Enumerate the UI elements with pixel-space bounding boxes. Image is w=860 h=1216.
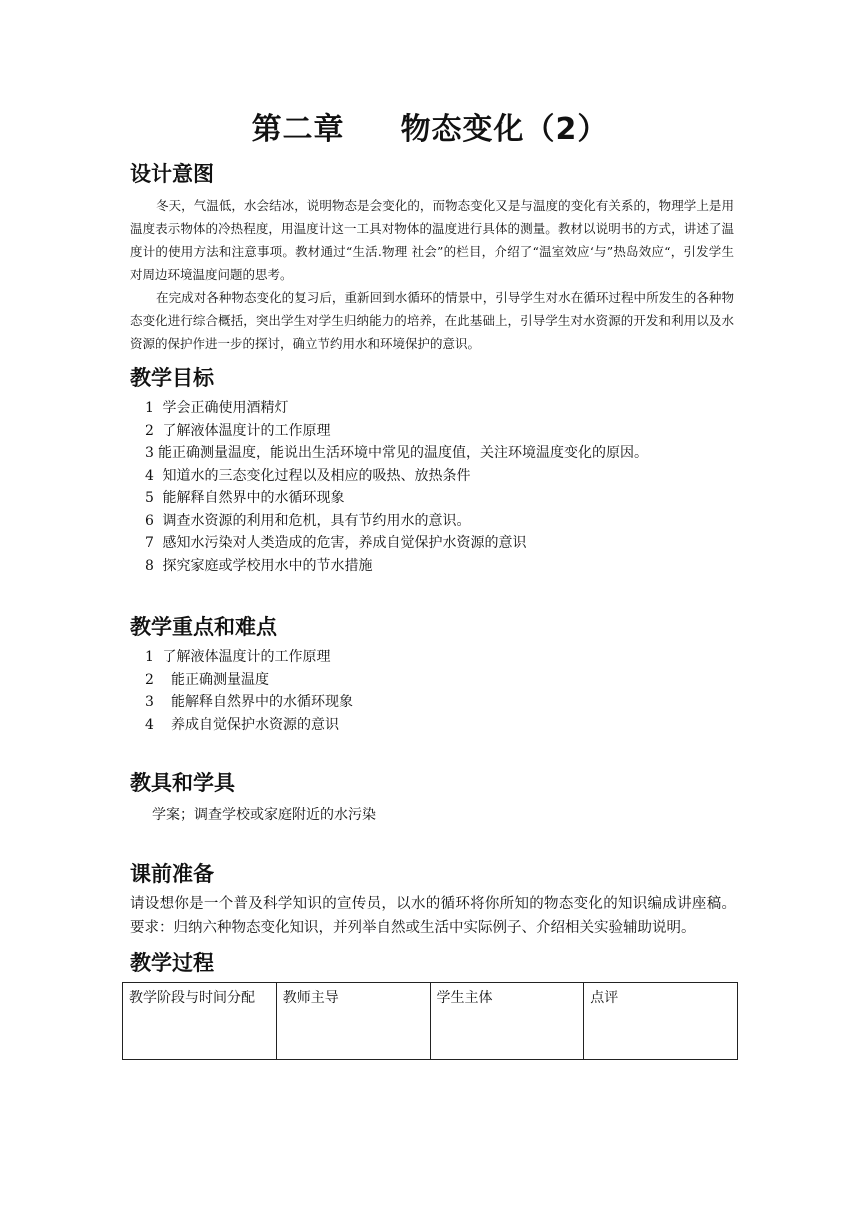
chapter-topic: 物态变化（2）	[400, 112, 609, 147]
section-heading-preparation: 课前准备	[130, 862, 214, 886]
process-table	[122, 982, 738, 1060]
list-item: 1 学会正确使用酒精灯	[145, 400, 289, 416]
preparation-text: 请设想你是一个普及科学知识的宣传员，以水的循环将你所知的物态变化的知识编成讲座稿。要求：归纳六种物态变化知识，并列举自然或生活中实际例子、介绍相关实验辅助说明。	[130, 896, 736, 936]
objectives-list	[145, 397, 648, 577]
design-intent-paragraph-1: 冬天，气温低，水会结冰，说明物态是会变化的，而物态变化又是与温度的变化有关系的，物理学上是用温度表示物体的冷热程度，用温度计这一工具对物体的温度进行具体的测量。教材以说明书的方式，讲述了温度计的使用方法和注意事项。教材通过“生活.物理 社会”的栏目，介绍了“温室效应‘与”热岛效应“，引发学生对周边环境温度问题的思考。	[130, 198, 734, 282]
list-item: 3 能解释自然界中的水循环现象	[145, 694, 353, 710]
page-title	[0, 104, 860, 148]
section-heading-objectives: 教学目标	[130, 366, 214, 390]
table-header-cell: 教学阶段与时间分配	[123, 983, 277, 1060]
list-item: 6 调查水资源的利用和危机，具有节约用水的意识。	[145, 512, 471, 529]
list-item: 3 能正确测量温度，能说出生活环境中常见的温度值，关注环境温度变化的原因。	[145, 445, 648, 461]
section-heading-process: 教学过程	[130, 951, 214, 975]
section-heading-design-intent: 设计意图	[130, 162, 214, 186]
table-row	[123, 983, 738, 1060]
list-item: 2 能正确测量温度	[145, 671, 269, 688]
section-heading-tools: 教具和学具	[130, 771, 235, 795]
list-item: 8 探究家庭或学校用水中的节水措施	[145, 557, 373, 574]
table-header-cell: 学生主体	[430, 983, 584, 1060]
tools-text: 学案；调查学校或家庭附近的水污染	[152, 807, 376, 823]
list-item: 4 养成自觉保护水资源的意识	[145, 716, 339, 733]
key-points-list	[145, 646, 353, 736]
list-item: 2 了解液体温度计的工作原理	[145, 422, 331, 439]
table-header-cell: 教师主导	[276, 983, 430, 1060]
list-item: 7 感知水污染对人类造成的危害，养成自觉保护水资源的意识	[145, 535, 527, 551]
design-intent-paragraph-2: 在完成对各种物态变化的复习后，重新回到水循环的情景中，引导学生对水在循环过程中所发生的各种物态变化进行综合概括，突出学生对学生归纳能力的培养，在此基础上，引导学生对水资源的开发和利用以及水资源的保护作进一步的探讨，确立节约用水和环境保护的意识。	[130, 290, 734, 351]
chapter-label: 第二章	[251, 112, 345, 147]
table-header-cell: 点评	[584, 983, 738, 1060]
section-heading-key-points: 教学重点和难点	[130, 615, 277, 639]
list-item: 1 了解液体温度计的工作原理	[145, 649, 331, 665]
list-item: 4 知道水的三态变化过程以及相应的吸热、放热条件	[145, 467, 471, 484]
list-item: 5 能解释自然界中的水循环现象	[145, 490, 345, 506]
